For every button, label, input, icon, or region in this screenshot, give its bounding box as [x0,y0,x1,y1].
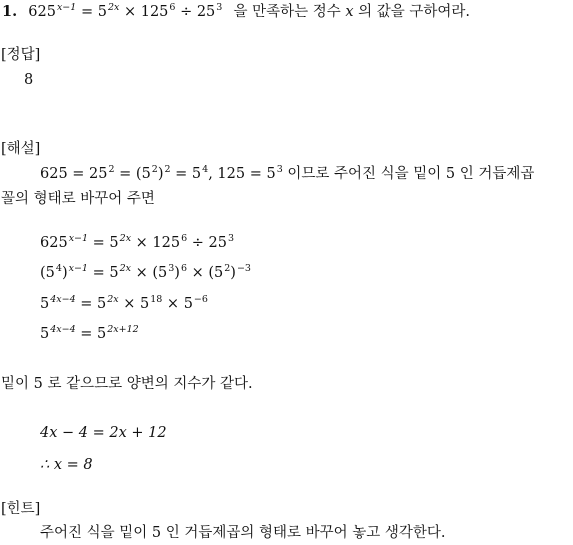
explanation-step-4: $5^{4x-4} = 5^{2x+12}$ [40,324,139,342]
explanation-step-1: $625^{x-1} = 5^{2x} \times 125^6 \div 25^3$ [40,233,235,251]
problem-statement [2,3,470,21]
hint-text: 주어진 식을 밑이 5 인 거듭제곱의 형태로 바꾸어 놓고 생각한다. [40,525,446,541]
problem-variable: x [345,4,354,20]
answer-value: 8 [24,72,34,88]
answer-header: [정답] [1,47,41,63]
explanation-line-1: $625 = 25^2 = (5^2)^2 = 5^4$, $125 = 5^3$ 이므로 주어진 식을 밑이 5 인 거듭제곱 [40,164,535,182]
explanation-header: [해설] [1,141,41,157]
explanation-line-2: 꼴의 형태로 바꾸어 주면 [1,191,155,207]
explanation-step-2: $(5^4)^{x-1} = 5^{2x} \times (5^3)^6 \times (5^2)^{-3}$ [40,263,251,281]
explanation-line-3: 밑이 5 로 같으므로 양변의 지수가 같다. [1,376,253,392]
hint-header: [힌트] [1,501,41,517]
explanation-equation-1: 4x − 4 = 2x + 12 [40,425,167,441]
problem-text-b: 의 값을 구하여라. [358,4,471,20]
problem-number: 1. [2,3,18,20]
problem-equation: $625^{x-1} = 5^{2x} \times 125^6 \div 25^3$ [28,2,223,20]
problem-text-a: 을 만족하는 정수 [233,4,341,20]
explanation-equation-2: ∴ x = 8 [40,457,93,473]
explanation-step-3: $5^{4x-4} = 5^{2x} \times 5^{18} \times 5^{-6}$ [40,294,208,312]
